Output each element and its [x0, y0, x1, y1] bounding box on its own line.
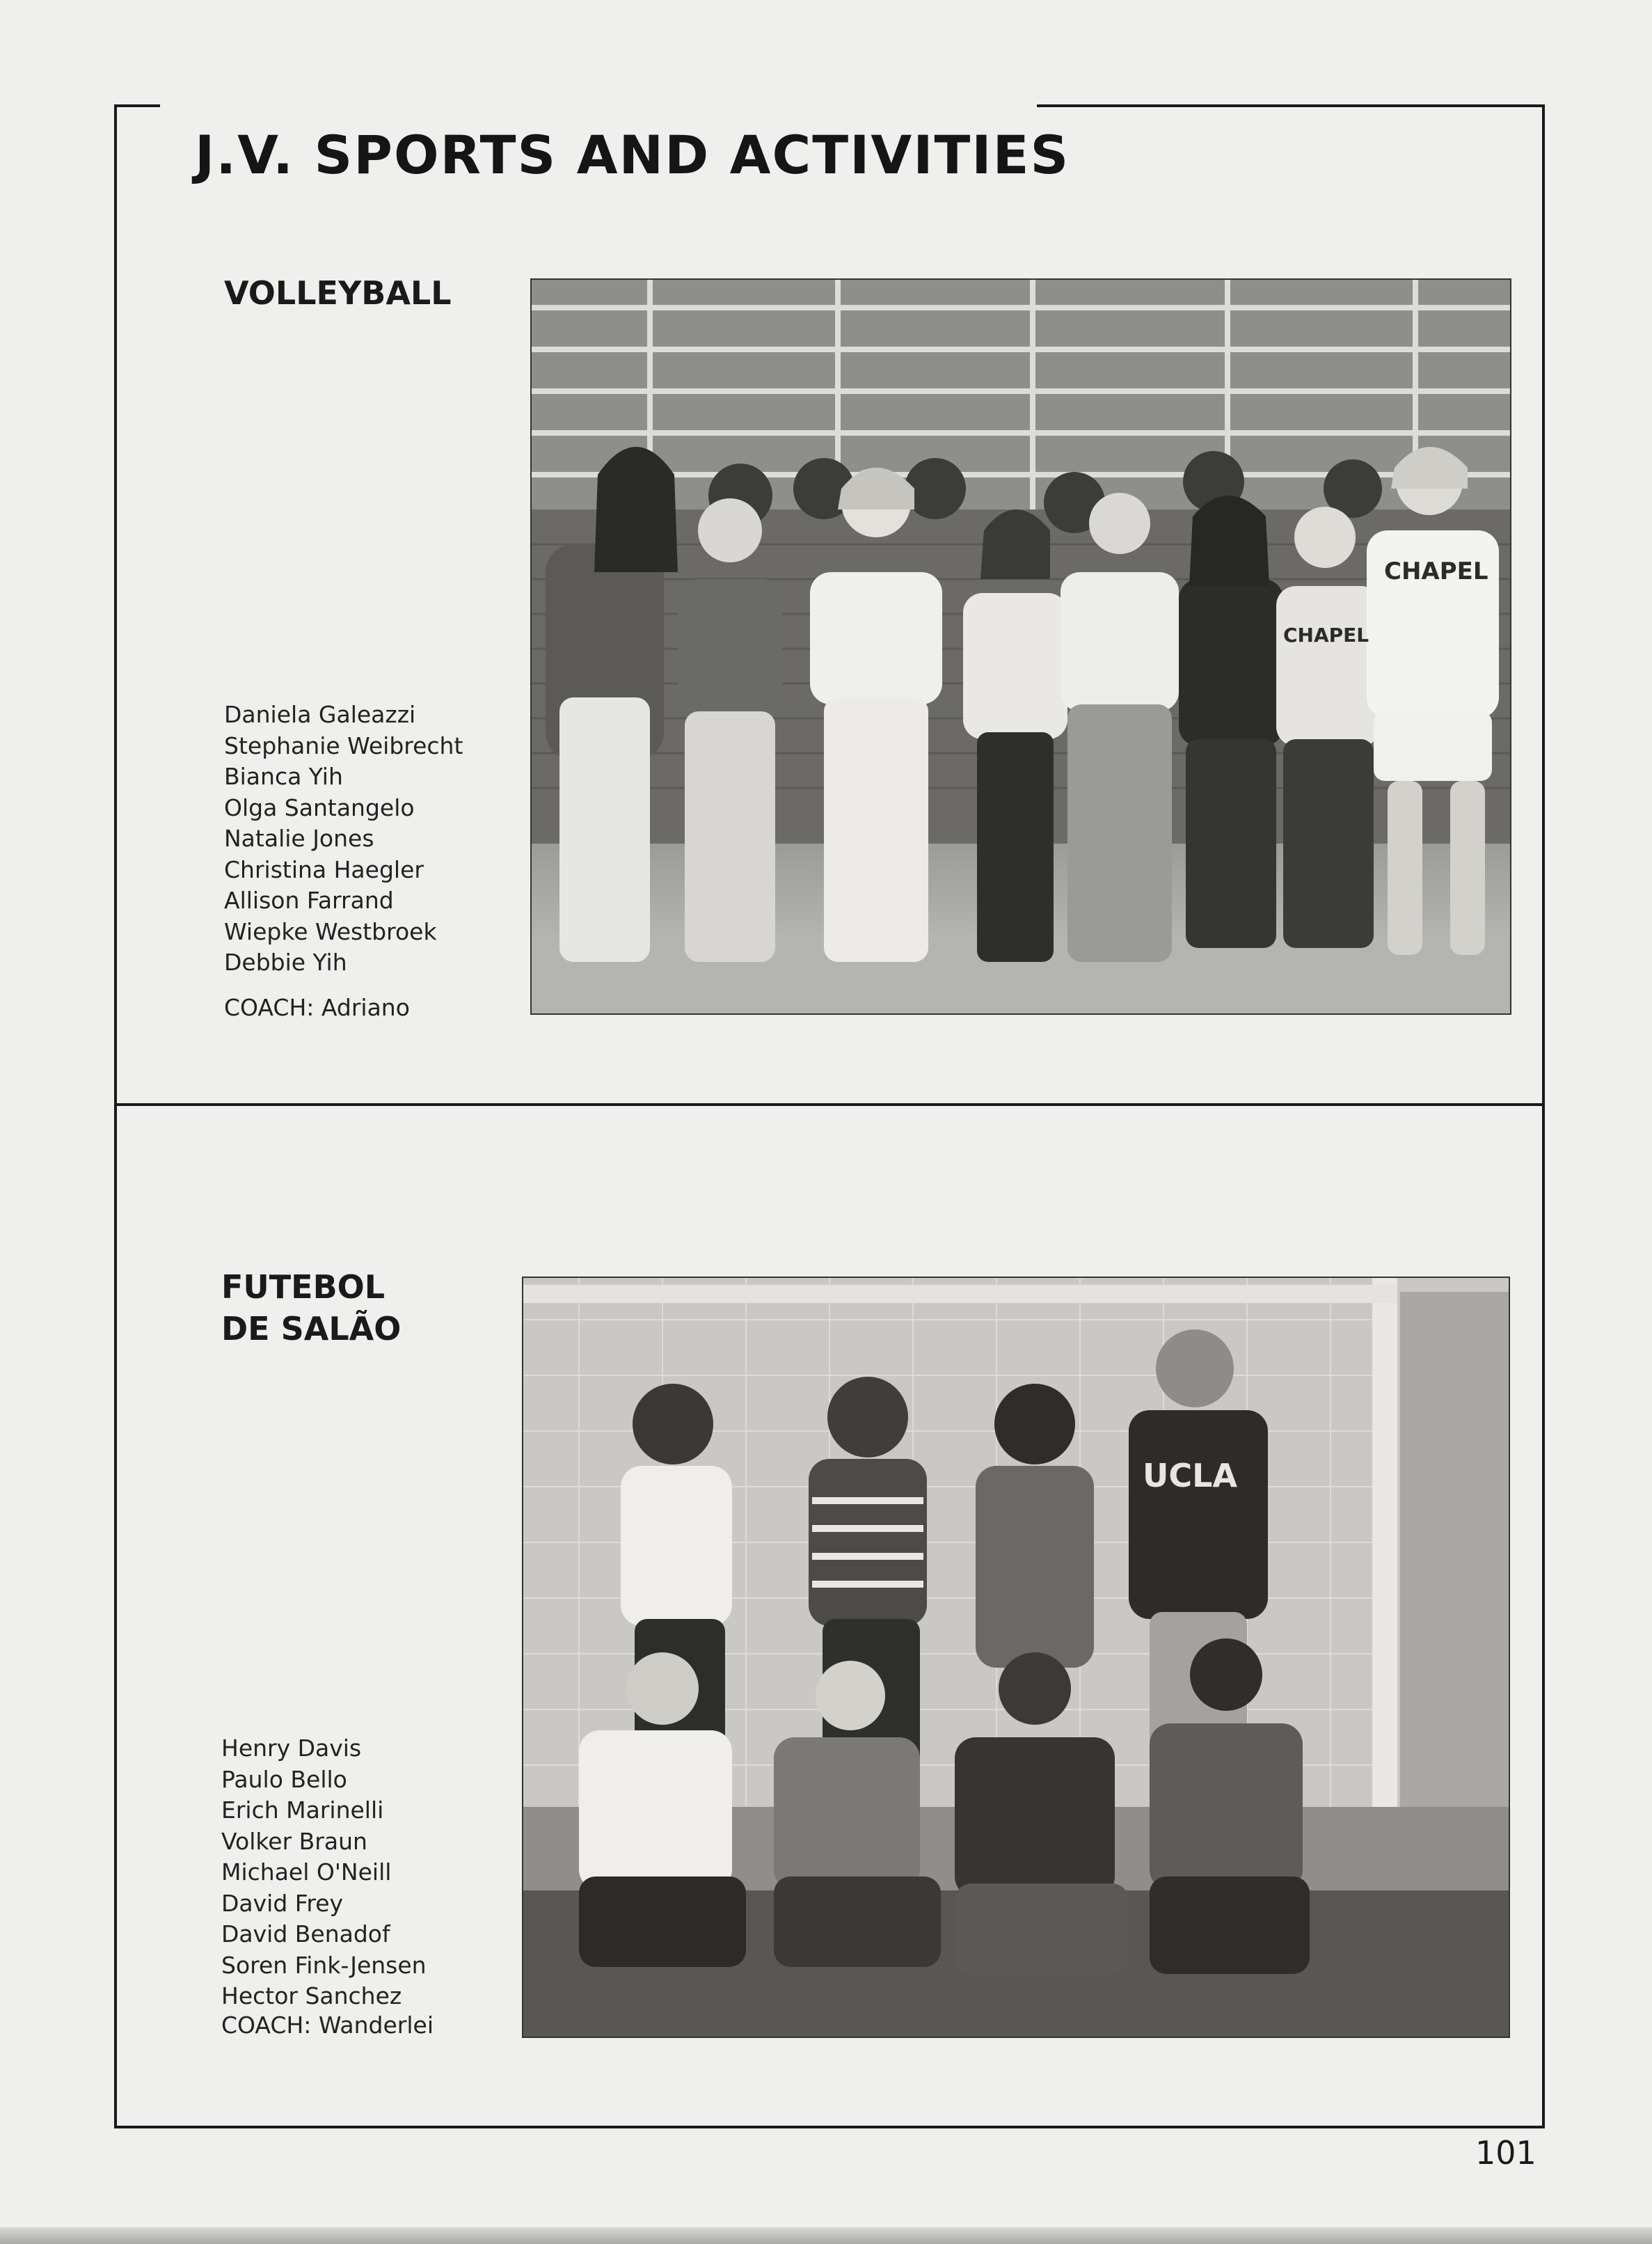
- page-title: J.V. SPORTS AND ACTIVITIES: [195, 123, 1070, 186]
- volleyball-member: Christina Haegler: [224, 855, 424, 883]
- volleyball-roster: [224, 700, 463, 979]
- volleyball-team-photo: [530, 278, 1511, 1015]
- futebol-photo-drawing: [523, 1278, 1510, 2038]
- volleyball-member: Olga Santangelo: [224, 793, 415, 821]
- volleyball-member: Allison Farrand: [224, 887, 394, 914]
- futebol-heading-line1: FUTEBOL: [221, 1268, 386, 1306]
- volleyball-member: Wiepke Westbroek: [224, 917, 437, 945]
- page-number: 101: [1475, 2134, 1536, 2172]
- futebol-member: Hector Sanchez: [221, 1982, 402, 2009]
- volleyball-photo-drawing: [532, 280, 1511, 1015]
- volleyball-member: Daniela Galeazzi: [224, 701, 416, 728]
- section-divider: [114, 1103, 1545, 1106]
- volleyball-coach-shirt-text: CHAPEL: [1384, 558, 1488, 585]
- futebol-heading-line2: DE SALÃO: [221, 1309, 402, 1348]
- scan-edge: [0, 2227, 1652, 2244]
- futebol-member: Henry Davis: [221, 1735, 362, 1762]
- volleyball-player-shirt-text: CHAPEL: [1283, 624, 1369, 647]
- volleyball-member: Debbie Yih: [224, 949, 347, 976]
- futebol-member: Volker Braun: [221, 1827, 367, 1855]
- futebol-member: Paulo Bello: [221, 1765, 347, 1793]
- futebol-member: David Benadof: [221, 1920, 390, 1947]
- futebol-member: Erich Marinelli: [221, 1796, 384, 1824]
- futebol-roster: [221, 1733, 427, 2012]
- futebol-team-photo: [522, 1277, 1510, 2038]
- futebol-member: Michael O'Neill: [221, 1858, 392, 1886]
- futebol-member: David Frey: [221, 1889, 344, 1917]
- futebol-heading: [221, 1267, 401, 1350]
- futebol-shirt-text: UCLA: [1143, 1457, 1238, 1494]
- volleyball-heading: VOLLEYBALL: [224, 274, 452, 312]
- volleyball-member: Stephanie Weibrecht: [224, 732, 463, 759]
- futebol-coach: COACH: Wanderlei: [221, 2012, 434, 2039]
- volleyball-member: Natalie Jones: [224, 825, 374, 852]
- volleyball-member: Bianca Yih: [224, 763, 343, 790]
- futebol-member: Soren Fink-Jensen: [221, 1951, 427, 1979]
- volleyball-coach: COACH: Adriano: [224, 994, 410, 1021]
